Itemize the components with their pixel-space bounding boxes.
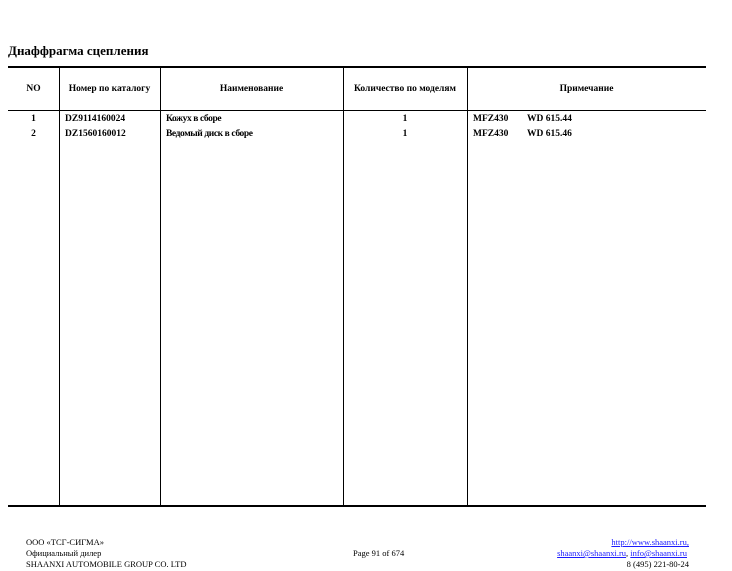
- footer-phone: 8 (495) 221-80-24: [626, 559, 689, 569]
- parts-table: [8, 66, 706, 507]
- table-row-2-part: DZ1560160012: [65, 129, 126, 139]
- table-row-2-engine: WD 615.46: [527, 129, 572, 139]
- header-divider: [8, 110, 706, 111]
- table-row-2-model: MFZ430: [473, 129, 509, 139]
- footer-group: SHAANXI AUTOMOBILE GROUP CO. LTD: [26, 559, 187, 569]
- table-row-2-no: 2: [31, 129, 36, 139]
- header-note: Примечание: [559, 84, 614, 94]
- table-row-1-model: MFZ430: [473, 114, 509, 124]
- email-link-info[interactable]: info@shaanxi.ru: [630, 548, 687, 558]
- header-name: Наименование: [219, 84, 284, 94]
- table-row-1-no: 1: [31, 114, 36, 124]
- email-separator: ,: [626, 548, 629, 558]
- column-divider: [467, 68, 468, 505]
- column-divider: [160, 68, 161, 505]
- header-catalog-number: Номер по каталогу: [68, 84, 151, 94]
- table-row-2-name: Ведомый диск в сборе: [166, 129, 253, 139]
- footer-dealer: Официальный дилер: [26, 548, 102, 558]
- page-title: Днаффрагма сцепления: [8, 43, 149, 58]
- column-divider: [59, 68, 60, 505]
- table-row-1-part: DZ9114160024: [65, 114, 126, 124]
- website-link[interactable]: http://www.shaanxi.ru,: [611, 537, 689, 547]
- email-link-shaanxi[interactable]: shaanxi@shaanxi.ru: [557, 548, 627, 558]
- page-number: Page 91 of 674: [353, 548, 405, 558]
- footer-company: ООО «ТСГ-СИГМА»: [26, 537, 104, 547]
- footer-emails: [557, 548, 687, 559]
- header-no: NO: [26, 84, 41, 94]
- table-row-1-name: Кожух в сборе: [166, 114, 222, 124]
- table-row-2-qty: 1: [402, 129, 408, 139]
- table-row-1-qty: 1: [402, 114, 408, 124]
- table-row-1-engine: WD 615.44: [527, 114, 572, 124]
- header-quantity: Количество по моделям: [354, 84, 456, 94]
